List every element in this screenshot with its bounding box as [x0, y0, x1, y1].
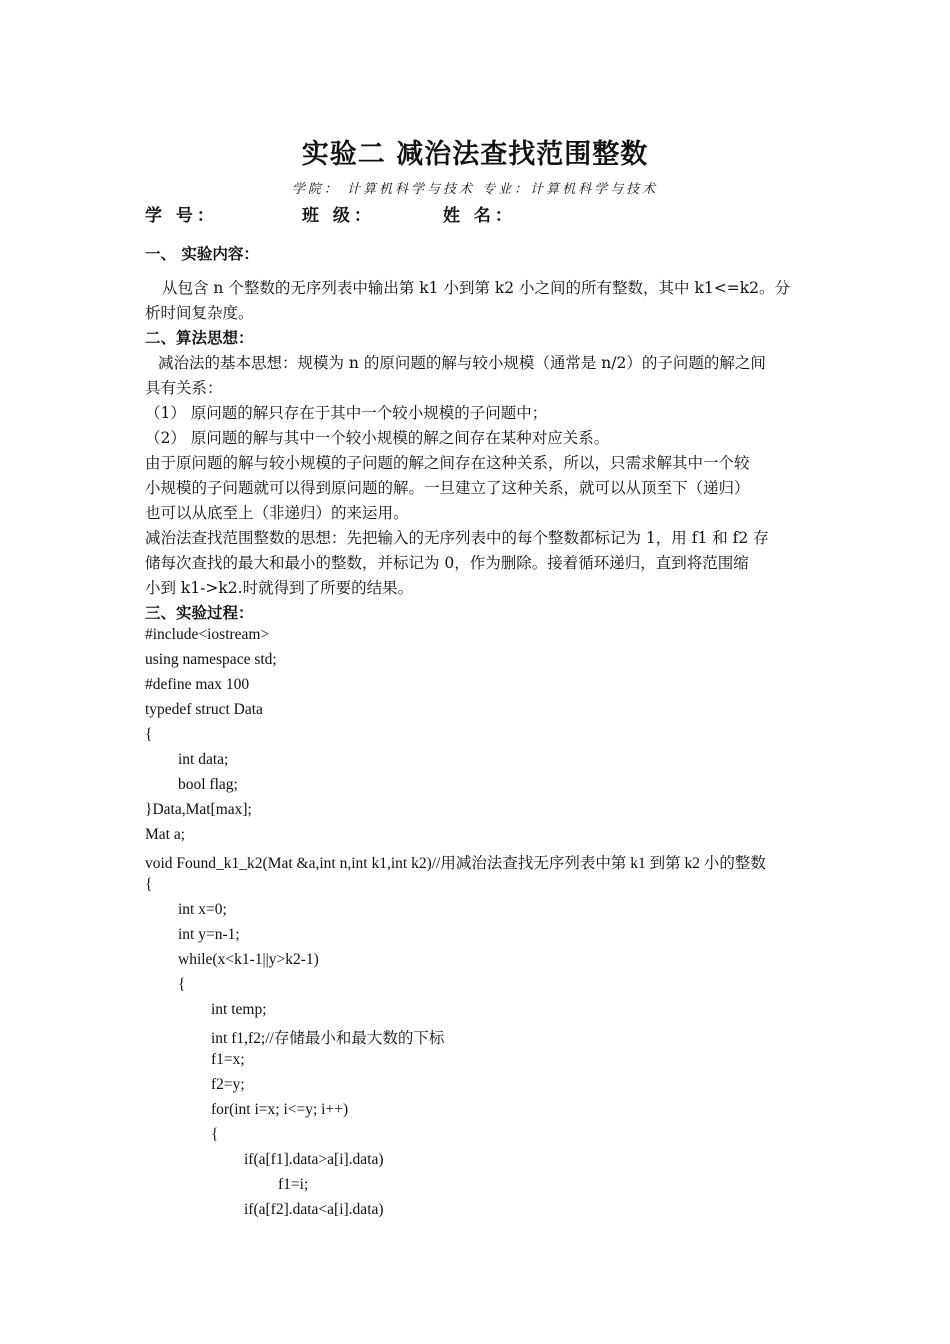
code-line: if(a[f1].data>a[i].data)	[244, 1151, 384, 1168]
paragraph-line: 储每次查找的最大和最小的整数，并标记为 0，作为删除。接着循环递归，直到将范围缩	[145, 554, 749, 572]
student-no-label: 学 号：	[145, 206, 218, 226]
code-line: #define max 100	[145, 676, 250, 693]
paragraph-line: 从包含 n 个整数的无序列表中输出第 k1 小到第 k2 小之间的所有整数，其中 k1<=k2。分	[162, 279, 790, 297]
name-label: 姓 名：	[443, 206, 516, 226]
code-line: {	[178, 976, 186, 993]
code-line: #include<iostream>	[145, 626, 270, 643]
paragraph-line: 具有关系：	[145, 379, 223, 397]
code-line: if(a[f2].data<a[i].data)	[244, 1201, 384, 1218]
code-line: }Data,Mat[max];	[145, 801, 252, 818]
code-line: using namespace std;	[145, 651, 277, 668]
paragraph-line: 小规模的子问题就可以得到原问题的解。一旦建立了这种关系，就可以从顶至下（递归）	[145, 479, 750, 497]
code-line: f1=i;	[278, 1176, 309, 1193]
code-line: {	[145, 876, 153, 893]
section-heading-process: 三、实验过程：	[145, 603, 254, 622]
paragraph-line: 小到 k1->k2.时就得到了所要的结果。	[145, 579, 414, 597]
code-line: int f1,f2;//存储最小和最大数的下标	[211, 1030, 445, 1047]
code-line: f1=x;	[211, 1051, 245, 1068]
college-major-line: 学院： 计算机科学与技术 专业：计算机科学与技术	[291, 182, 659, 197]
list-item: （1） 原问题的解只存在于其中一个较小规模的子问题中；	[145, 404, 548, 422]
code-line: while(x<k1-1||y>k2-1)	[178, 951, 319, 968]
page-title: 实验二 减治法查找范围整数	[301, 139, 649, 170]
code-line: f2=y;	[211, 1076, 245, 1093]
paragraph-line: 由于原问题的解与较小规模的子问题的解之间存在这种关系，所以，只需求解其中一个较	[145, 454, 750, 472]
paragraph-line: 减治法的基本思想：规模为 n 的原问题的解与较小规模（通常是 n/2）的子问题的解之间	[158, 354, 766, 372]
section-heading-algorithm: 二、算法思想：	[145, 328, 254, 347]
code-line: for(int i=x; i<=y; i++)	[211, 1101, 349, 1118]
paragraph-line: 减治法查找范围整数的思想：先把输入的无序列表中的每个整数都标记为 1，用 f1 和 f2 存	[145, 529, 769, 547]
code-line: int data;	[178, 751, 229, 768]
paragraph-line: 析时间复杂度。	[145, 304, 254, 322]
list-item: （2） 原问题的解与其中一个较小规模的解之间存在某种对应关系。	[145, 429, 610, 447]
code-line: Mat a;	[145, 826, 186, 843]
code-line: int x=0;	[178, 901, 227, 918]
code-line: int temp;	[211, 1001, 267, 1018]
paragraph-line: 也可以从底至上（非递归）的来运用。	[145, 504, 409, 522]
code-line: {	[145, 726, 153, 743]
code-line: bool flag;	[178, 776, 238, 793]
section-heading-content: 一、 实验内容：	[145, 244, 259, 263]
code-line: int y=n-1;	[178, 926, 240, 943]
class-label: 班 级：	[302, 206, 375, 226]
code-line: {	[211, 1126, 219, 1143]
code-line: void Found_k1_k2(Mat &a,int n,int k1,int k2)//用减治法查找无序列表中第 k1 到第 k2 小的整数	[145, 855, 766, 872]
code-line: typedef struct Data	[145, 701, 263, 718]
